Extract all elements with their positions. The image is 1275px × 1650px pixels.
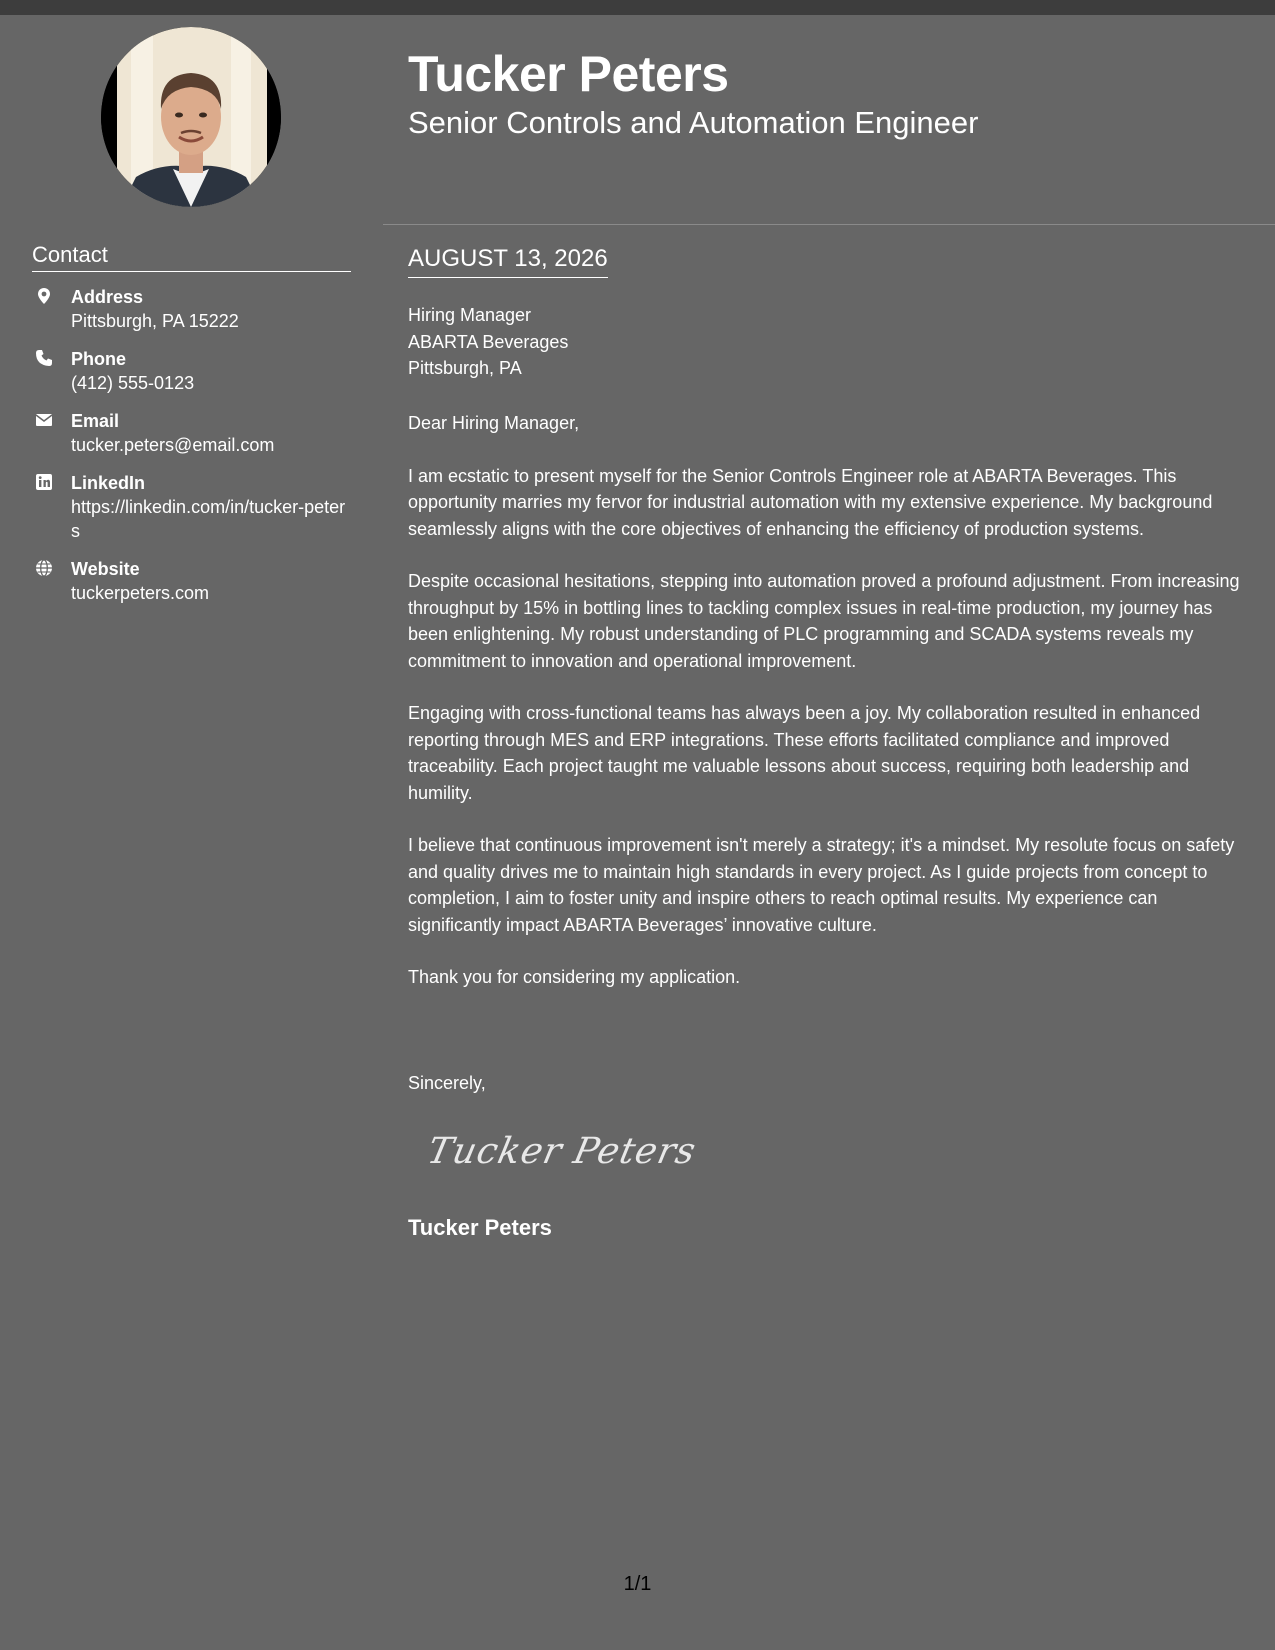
- body-paragraph: I believe that continuous improvement isn't merely a strategy; it's a mindset. My resolute focus on safety and quality drives me to maintain high standards in every project. As I guide projects from concept to completion, I aim to foster unity and inspire others to reach optimal results. My experience can significantly impact ABARTA Beverages’ innovative culture.: [408, 835, 1235, 935]
- closing: Sincerely,: [408, 1073, 486, 1093]
- contact-item-email: [32, 409, 352, 457]
- contact-label: Website: [71, 559, 140, 579]
- recipient-line: ABARTA Beverages: [408, 331, 569, 352]
- contact-label: Email: [71, 411, 120, 431]
- letter-body: [408, 410, 1243, 1017]
- contact-value[interactable]: tucker.peters@email.com: [71, 435, 275, 455]
- candidate-name: Tucker Peters: [408, 46, 729, 102]
- phone-icon: [35, 349, 53, 367]
- contact-item-website: [32, 557, 352, 605]
- body-paragraph: Thank you for considering my application.: [408, 967, 741, 988]
- job-title: Senior Controls and Automation Engineer: [408, 105, 979, 140]
- contact-label: Phone: [71, 349, 127, 369]
- contact-label: LinkedIn: [71, 473, 146, 493]
- recipient-line: Hiring Manager: [408, 305, 532, 325]
- envelope-icon: [35, 411, 53, 429]
- signed-name: Tucker Peters: [408, 1215, 552, 1240]
- globe-icon: [35, 559, 53, 577]
- body-paragraph: Engaging with cross-functional teams has always been a joy. My collaboration resulted in enhanced reporting through MES and ERP integrations. These efforts facilitated compliance and improved traceability. Each project taught me valuable lessons about success, requiring both leadership and humility.: [408, 703, 1201, 803]
- contact-heading: Contact: [32, 240, 351, 272]
- contact-list: [32, 285, 352, 619]
- contact-value[interactable]: tuckerpeters.com: [71, 583, 210, 603]
- recipient-line: Pittsburgh, PA: [408, 358, 522, 378]
- linkedin-icon: [35, 473, 53, 491]
- contact-item-phone: [32, 347, 352, 395]
- salutation: Dear Hiring Manager,: [408, 413, 580, 433]
- contact-value[interactable]: https://linkedin.com/in/tucker-peters: [71, 497, 346, 541]
- body-paragraph: I am ecstatic to present myself for the Senior Controls Engineer role at ABARTA Beverages. This opportunity marries my fervor for industrial automation with my extensive experience. My background seamlessly aligns with the core objectives of enhancing the efficiency of production systems.: [408, 465, 1213, 539]
- signature: Tucker Peters: [423, 1131, 700, 1172]
- letter-date: AUGUST 13, 2026: [408, 243, 608, 278]
- contact-item-linkedin: [32, 471, 352, 543]
- top-bar: [0, 0, 1275, 15]
- contact-value: (412) 555-0123: [71, 373, 195, 393]
- map-pin-icon: [35, 287, 53, 305]
- page-number: 1/1: [623, 1573, 652, 1595]
- header-divider: [383, 224, 1275, 225]
- contact-item-address: [32, 285, 352, 333]
- contact-value: Pittsburgh, PA 15222: [71, 311, 239, 331]
- body-paragraph: Despite occasional hesitations, stepping into automation proved a profound adjustment. From increasing throughput by 15% in bottling lines to tackling complex issues in real-time production, my journey has been enlightening. My robust understanding of PLC programming and SCADA systems reveals my commitment to innovation and operational improvement.: [408, 571, 1240, 671]
- recipient-block: [408, 302, 568, 382]
- contact-label: Address: [71, 287, 144, 307]
- profile-photo: [101, 27, 281, 207]
